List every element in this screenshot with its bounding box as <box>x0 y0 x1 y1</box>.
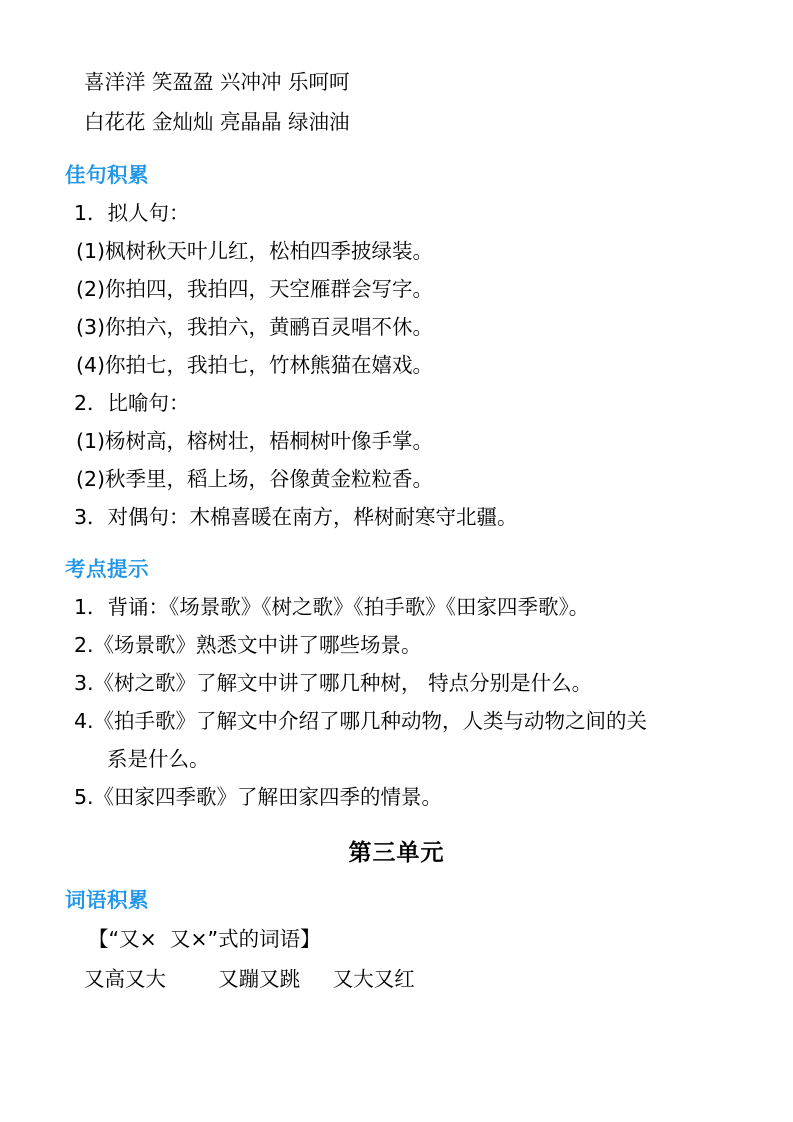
section-heading-word-accumulation: 词语积累 <box>65 888 149 912</box>
list-item: (4)你拍七，我拍七，竹林熊猫在嬉戏。 <box>76 353 434 377</box>
list-item: (2)秋季里，稻上场，谷像黄金粒粒香。 <box>76 467 434 491</box>
list-item-text: 2.《场景歌》熟悉文中讲了哪些场景。 <box>74 633 422 657</box>
list-item-text: 1．背诵：《场景歌》《树之歌》《拍手歌》《田家四季歌》。 <box>74 595 590 619</box>
top-words-block <box>62 62 731 142</box>
list-item <box>62 664 731 702</box>
list-item-text: 4.《拍手歌》了解文中介绍了哪几种动物，人类与动物之间的关 <box>74 709 648 733</box>
section-heading-exam-points: 考点提示 <box>65 557 149 581</box>
list-item: (1)杨树高，榕树壮，梧桐树叶像手掌。 <box>76 429 434 453</box>
list-item: (1)枫树秋天叶儿红，松柏四季披绿装。 <box>76 239 434 263</box>
list-item-text: 5.《田家四季歌》了解田家四季的情景。 <box>74 785 443 809</box>
list-item <box>62 588 731 626</box>
list-item: (3)你拍六，我拍六，黄鹂百灵唱不休。 <box>76 315 434 339</box>
list-item: 3．对偶句：木棉喜暖在南方，桦树耐寒守北疆。 <box>74 505 518 529</box>
list-item: (2)你拍四，我拍四，天空雁群会写字。 <box>76 277 434 301</box>
good-sentences-list <box>62 194 731 536</box>
list-item: 2．比喻句： <box>74 391 190 415</box>
word-row: 喜洋洋 笑盈盈 兴冲冲 乐呵呵 <box>84 70 350 94</box>
list-item-continuation: 系是什么。 <box>107 747 210 771</box>
list-item <box>62 702 731 778</box>
list-item-text: 3.《树之歌》了解文中讲了哪几种树， 特点分别是什么。 <box>74 671 593 695</box>
list-item <box>62 778 731 816</box>
unit-title: 第三单元 <box>348 840 445 866</box>
list-item <box>62 626 731 664</box>
word-row: 白花花 金灿灿 亮晶晶 绿油油 <box>84 110 350 134</box>
list-item: 1．拟人句： <box>74 201 190 225</box>
word-row: 又高又大 又蹦又跳 又大又红 <box>84 967 415 991</box>
word-pattern-bracket: 【“又× 又×”式的词语】 <box>88 927 321 951</box>
section-heading-good-sentences: 佳句积累 <box>65 163 149 187</box>
exam-points-list <box>62 588 731 816</box>
